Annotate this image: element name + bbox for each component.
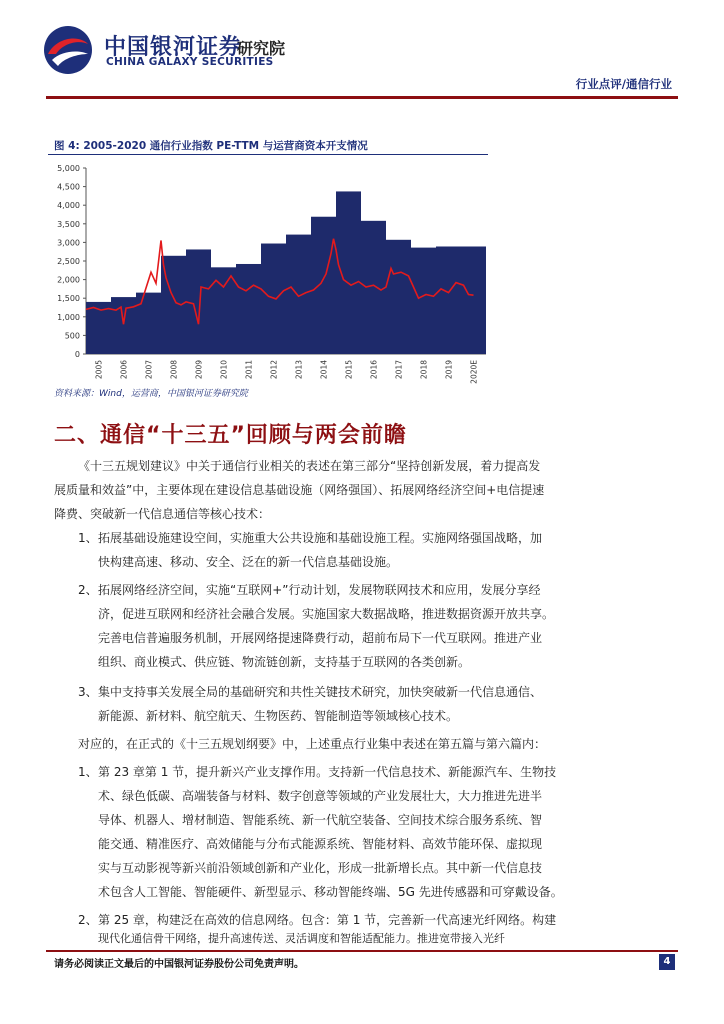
figure-title-rule [48, 154, 488, 155]
bar [111, 297, 136, 354]
list-item-line: 第 25 章，构建泛在高效的信息网络。包含：第 1 节，完善新一代高速光纤网络。构建 [98, 913, 557, 927]
x-tick-label: 2014 [319, 360, 329, 380]
intro-line-2 [54, 478, 544, 502]
x-tick-label: 2007 [144, 360, 154, 380]
list-item-line: 快构建高速、移动、安全、泛在的新一代信息基础设施。 [98, 555, 399, 569]
bar [286, 235, 311, 354]
brand-name-en: CHINA GALAXY SECURITIES [106, 56, 274, 68]
bar [311, 217, 336, 354]
bar [411, 248, 436, 354]
y-tick-label: 4,500 [57, 182, 80, 192]
bar [361, 221, 386, 354]
bar [436, 246, 461, 354]
list-item-line: 能交通、精准医疗、高效储能与分布式能源系统、智能材料、高效节能环保、虚拟现 [98, 837, 543, 851]
footer-disclaimer: 请务必阅读正文最后的中国银河证券股份公司免责声明。 [54, 959, 304, 970]
brand-institute: 研究院 [237, 39, 286, 58]
list-item-line: 济，促进互联网和经济社会融合发展。实施国家大数据战略，推进数据资源开放共享。 [98, 607, 555, 621]
figure-title: 图 4: 2005-2020 通信行业指数 PE-TTM 与运营商资本开支情况 [54, 140, 368, 152]
x-tick-label: 2018 [419, 360, 429, 380]
x-tick-label: 2011 [244, 360, 254, 380]
header-divider [46, 96, 678, 99]
footer-divider [46, 950, 678, 952]
x-tick-label: 2008 [169, 360, 179, 380]
brand-name-cn: 中国银河证券 [104, 35, 243, 60]
list-item-number: 1、 [78, 765, 98, 779]
galaxy-logo-icon [42, 24, 94, 76]
bar [461, 246, 486, 354]
x-tick-label: 2009 [194, 360, 204, 380]
x-tick-label: 2019 [444, 360, 454, 380]
list-item-number: 2、 [78, 913, 98, 927]
page-number: 4 [659, 954, 675, 970]
y-tick-label: 1,500 [57, 294, 80, 304]
list-item-line: 现代化通信骨干网络，提升高速传送、灵活调度和智能适配能力。推进宽带接入光纤 [98, 932, 505, 945]
x-tick-label: 2013 [294, 360, 304, 380]
section-title: 二、通信“十三五”回顾与两会前瞻 [54, 423, 407, 448]
y-tick-label: 2,500 [57, 257, 80, 266]
y-tick-label: 500 [64, 331, 80, 341]
x-tick-label: 2012 [269, 360, 279, 380]
report-type: 行业点评/通信行业 [575, 77, 672, 91]
y-tick-label: 0 [74, 350, 80, 359]
list-item-line: 拓展网络经济空间，实施“互联网+”行动计划，发展物联网技术和应用，发展分享经 [98, 583, 541, 597]
list-item-line: 拓展基础设施建设空间，实施重大公共设施和基础设施工程。实施网络强国战略，加 [98, 531, 543, 545]
x-tick-label: 2017 [394, 360, 404, 380]
list-item-line: 术、绿色低碳、高端装备与材料、数字创意等领域的产业发展壮大，大力推进先进半 [98, 789, 543, 803]
list-item-line: 组织、商业模式、供应链、物流链创新，支持基于互联网的各类创新。 [98, 655, 471, 669]
list-item-number: 3、 [78, 685, 98, 699]
list-item-number: 1、 [78, 531, 98, 545]
y-tick-label: 1,000 [57, 312, 80, 322]
y-tick-label: 2,000 [57, 275, 80, 285]
list-item-line: 导体、机器人、增材制造、智能系统、新一代航空装备、空间技术综合服务系统、智 [98, 813, 543, 827]
x-tick-label: 2010 [219, 360, 229, 380]
list-item-line: 实与互动影视等新兴前沿领域创新和产业化，形成一批新增长点。其中新一代信息技 [98, 861, 543, 875]
y-tick-label: 3,500 [57, 219, 80, 229]
x-tick-label: 2006 [119, 360, 129, 380]
bar [186, 249, 211, 354]
bar [236, 264, 261, 354]
list-item-line: 新能源、新材料、航空航天、生物医药、智能制造等领域核心技术。 [98, 709, 459, 723]
x-tick-label: 2005 [94, 360, 104, 380]
list-item-line: 第 23 章第 1 节，提升新兴产业支撑作用。支持新一代信息技术、新能源汽车、生物技 [98, 765, 557, 779]
intro-line-3: 降费、突破新一代信息通信等核心技术： [54, 507, 271, 521]
x-tick-label: 2015 [344, 360, 354, 380]
bar [211, 267, 236, 354]
list-item-line: 完善电信普遍服务机制，开展网络提速降费行动，超前布局下一代互联网。推进产业 [98, 631, 543, 645]
y-tick-label: 3,000 [57, 238, 80, 248]
bar [386, 240, 411, 354]
list-item-number: 2、 [78, 583, 98, 597]
bar [336, 191, 361, 354]
intro-line-2-text: 展质量和效益”中，主要体现在建设信息基础设施（网络强国）、拓展网络经济空间+电信提速 [54, 483, 545, 497]
figure-source: 资料来源：Wind，运营商，中国银河证券研究院 [54, 389, 248, 399]
x-tick-label: 2020E [469, 360, 479, 384]
intro-line-1: 《十三五规划建议》中关于通信行业相关的表述在第三部分“坚持创新发展，着力提高发 [78, 459, 541, 473]
x-tick-label: 2016 [369, 360, 379, 380]
y-tick-label: 4,000 [57, 201, 80, 211]
y-tick-label: 5,000 [57, 164, 80, 173]
bridge-paragraph: 对应的，在正式的《十三五规划纲要》中，上述重点行业集中表述在第五篇与第六篇内： [78, 737, 547, 751]
list-item-line: 术包含人工智能、智能硬件、新型显示、移动智能终端、5G 先进传感器和可穿戴设备。 [98, 885, 563, 899]
pe-capex-chart [44, 158, 494, 384]
list-item-line: 集中支持事关发展全局的基础研究和共性关键技术研究，加快突破新一代信息通信、 [98, 685, 543, 699]
bar [136, 293, 161, 354]
